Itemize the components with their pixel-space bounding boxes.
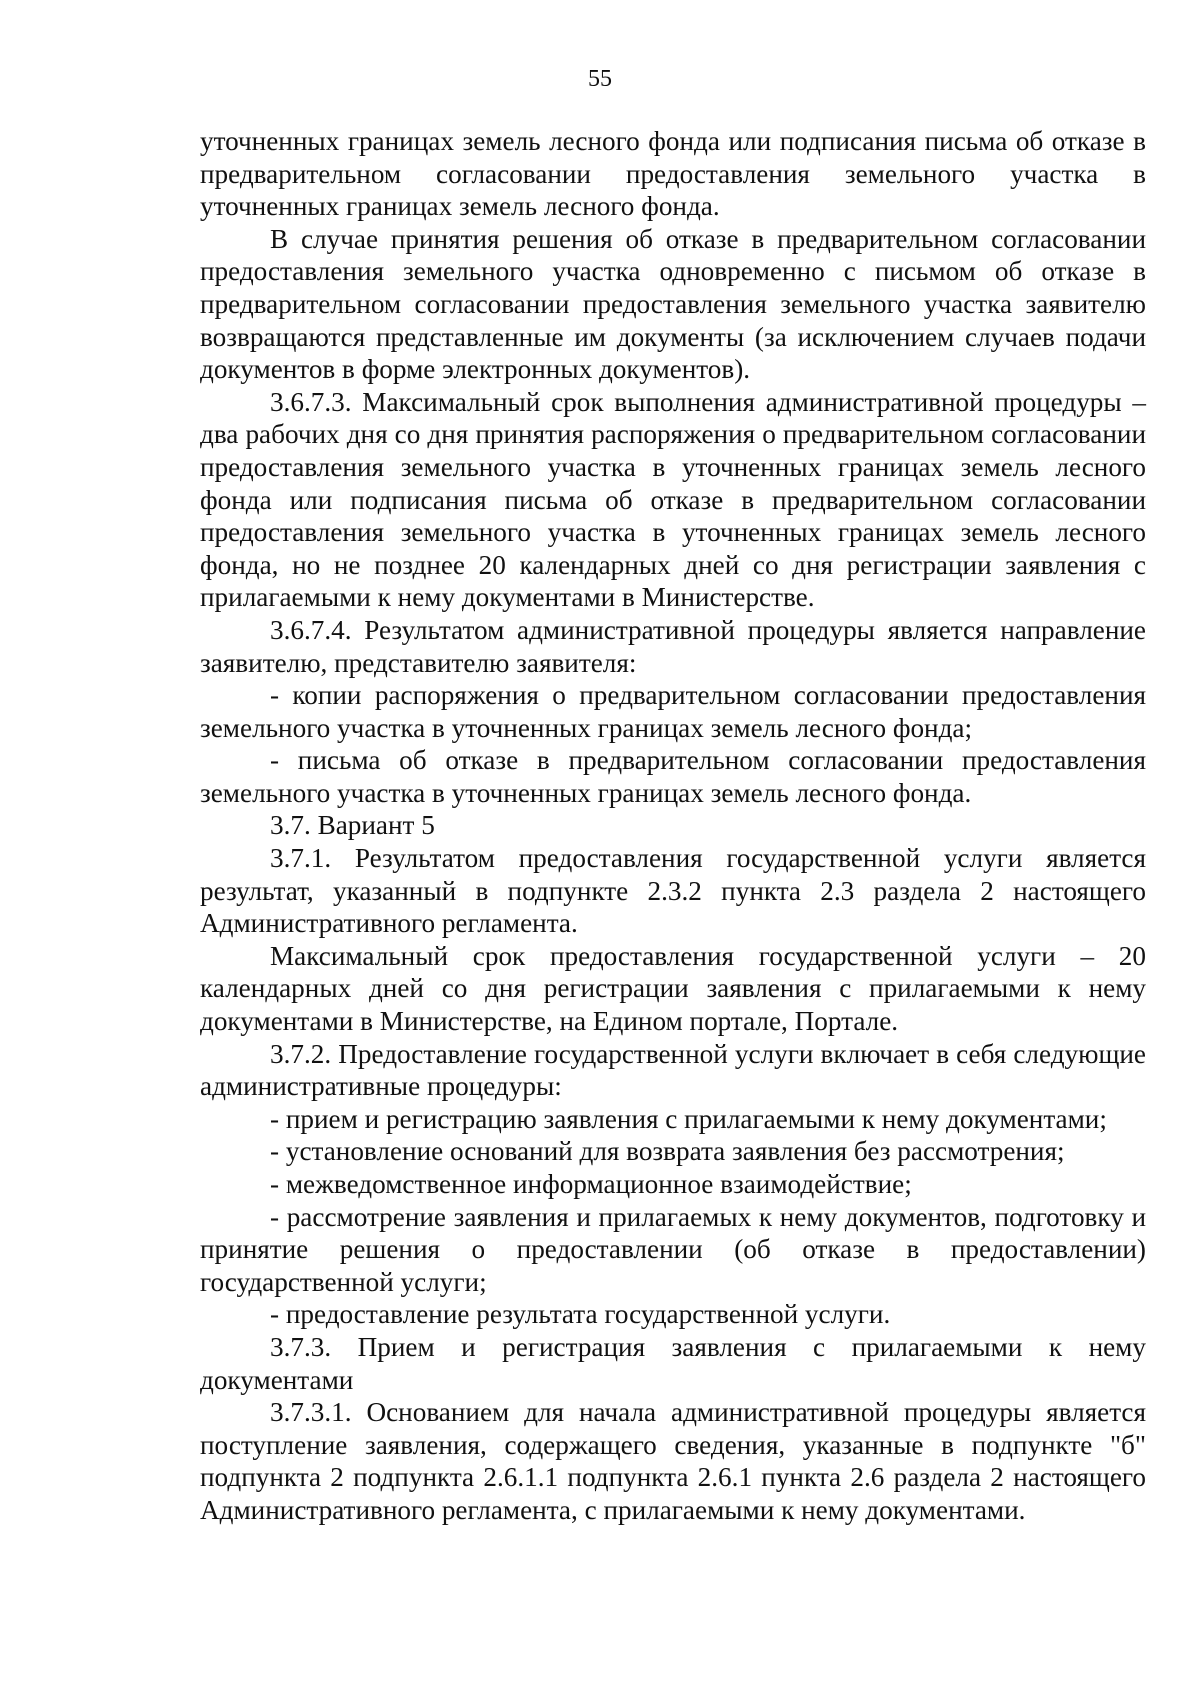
paragraph-max-term: Максимальный срок предоставления государственной услуги – 20 календарных дней со дня регистрации заявления с прилагаемыми к нему документами в Министерстве, на Едином портале, Портале. [200, 940, 1146, 1037]
paragraph-3-6-7-3: 3.6.7.3. Максимальный срок выполнения административной процедуры – два рабочих дня со дня принятия распоряжения о предварительном согласовании предоставления земельного участка в уточненных границах земель лесного фонда или подписания письма об отказе в предварительном согласовании предоставления земельного участка в уточненных границах земель лесного фонда, но не позднее 20 календарных дней со дня регистрации заявления с прилагаемыми к нему документами в Министерстве. [200, 386, 1146, 613]
section-heading-3-7: 3.7. Вариант 5 [270, 810, 435, 841]
list-item-result: - предоставление результата государственной услуги. [270, 1299, 891, 1330]
list-item-interagency: - межведомственное информационное взаимодействие; [270, 1169, 912, 1199]
page-number: 55 [588, 66, 612, 92]
paragraph-3-7-1: 3.7.1. Результатом предоставления государственной услуги является результат, указанный в подпункте 2.3.2 пункта 2.3 раздела 2 настоящего Административного регламента. [200, 843, 1146, 939]
list-item-reception: - прием и регистрацию заявления с прилагаемыми к нему документами; [270, 1103, 1107, 1134]
document-body [200, 125, 1146, 1527]
paragraph-return-documents: В случае принятия решения об отказе в предварительном согласовании предоставления земельного участка одновременно с письмом об отказе в предварительном согласовании предоставления земельного участка заявителю возвращаются представленные им документы (за исключением случаев подачи документов в форме электронных документов). [200, 223, 1146, 385]
paragraph-3-6-7-4: 3.6.7.4. Результатом административной процедуры является направление заявителю, представителю заявителя: [200, 614, 1146, 678]
paragraph-3-7-3: 3.7.3. Прием и регистрация заявления с прилагаемыми к нему документами [200, 1331, 1146, 1395]
list-item-return-grounds: - установление оснований для возврата заявления без рассмотрения; [270, 1136, 1065, 1167]
list-item-order-copy: - копии распоряжения о предварительном согласовании предоставления земельного участка в уточненных границах земель лесного фонда; [200, 680, 1146, 743]
list-item-consideration: - рассмотрение заявления и прилагаемых к нему документов, подготовку и принятие решения о предоставлении (об отказе в предоставлении) государственной услуги; [200, 1201, 1146, 1297]
paragraph-continuation: уточненных границах земель лесного фонда или подписания письма об отказе в предварительном согласовании предоставления земельного участка в уточненных границах земель лесного фонда. [200, 126, 1146, 222]
paragraph-3-7-2: 3.7.2. Предоставление государственной услуги включает в себя следующие административные процедуры: [200, 1038, 1146, 1102]
paragraph-3-7-3-1: 3.7.3.1. Основанием для начала административной процедуры является поступление заявления, содержащего сведения, указанные в подпункте "б" подпункта 2 подпункта 2.6.1.1 подпункта 2.6.1 пункта 2.6 раздела 2 настоящего Административного регламента, с прилагаемыми к нему документами. [200, 1397, 1146, 1525]
list-item-refusal-letter: - письма об отказе в предварительном согласовании предоставления земельного участка в уточненных границах земель лесного фонда. [200, 745, 1146, 808]
